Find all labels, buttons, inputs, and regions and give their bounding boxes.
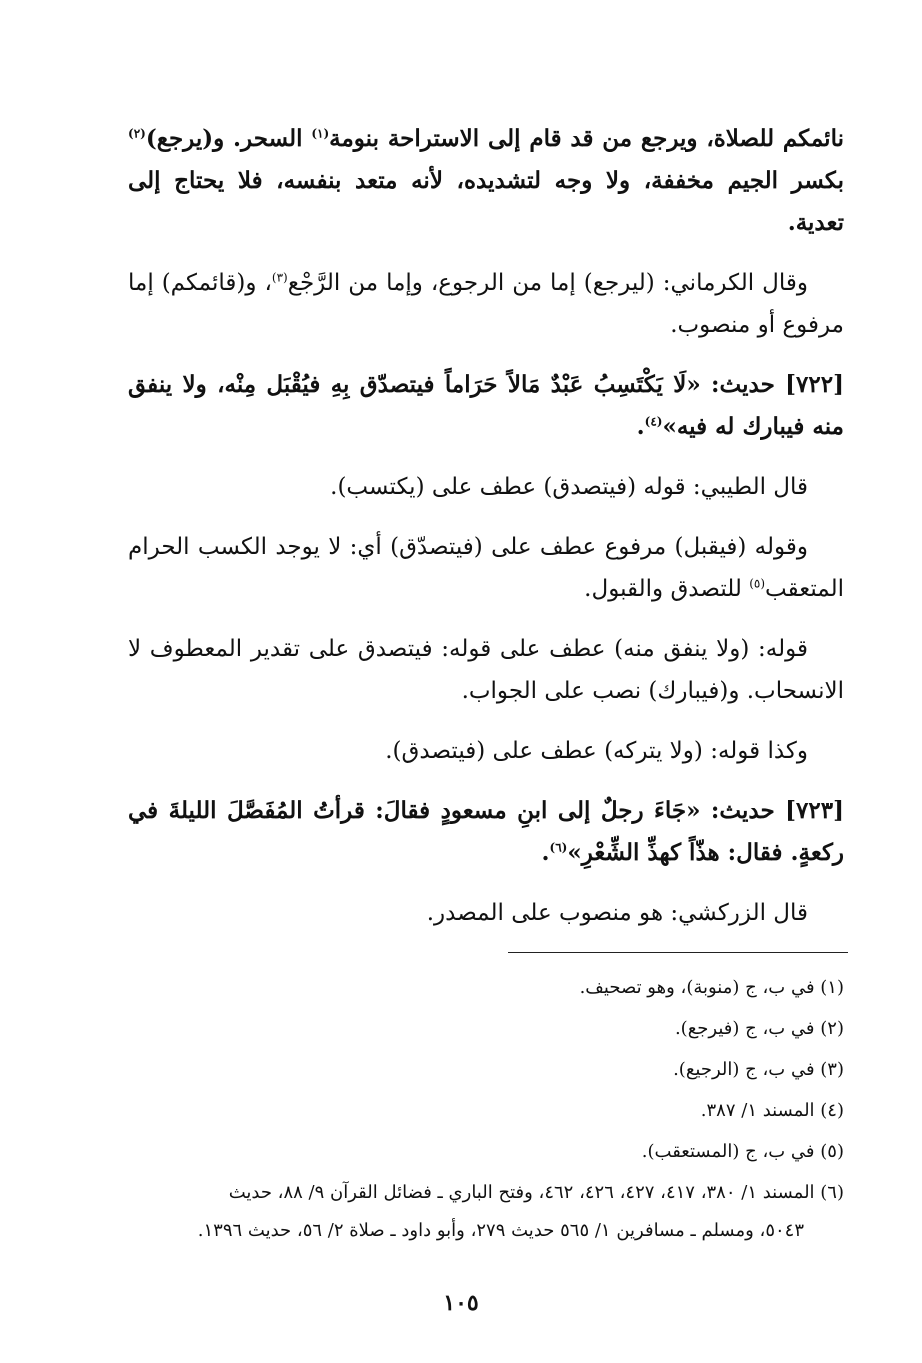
hadith-number: [٧٢٣] [785, 797, 844, 824]
footnote-ref-4: (٤) [644, 414, 663, 429]
hadith-723-text: حديث: «جَاءَ رجلٌ إلى ابنِ مسعودٍ فقالَ: قرأتُ المُفَصَّلَ الليلةَ في ركعةٍ. فقال: هذّاً كهذِّ الشِّعْرِ» [128, 797, 844, 866]
paragraph-4 [128, 526, 844, 610]
footnote-5: (٥) في ب، ج (المستعقب). [641, 1141, 844, 1162]
paragraph-4-text-a: وقوله (فيقبل) مرفوع عطف على (فيتصدّق) أي: لا يوجد الكسب الحرام المتعقب [128, 534, 844, 602]
paragraph-1-text-c: بكسر الجيم مخففة، ولا وجه لتشديده، لأنه متعد بنفسه، فلا يحتاج إلى تعدية. [128, 167, 844, 236]
paragraph-1 [128, 118, 844, 244]
footnote-ref-6: (٦) [549, 840, 568, 855]
paragraph-6 [128, 730, 844, 772]
hadith-723-end: . [541, 839, 550, 866]
paragraph-5-text: قوله: (ولا ينفق منه) عطف على قوله: فيتصدق على تقدير المعطوف لا الانسحاب. و(فيبارك) نصب على الجواب. [128, 636, 844, 704]
footnote-3: (٣) في ب، ج (الرجيع). [673, 1059, 844, 1080]
paragraph-1-text-b: السحر. و(يرجع) [145, 125, 312, 152]
footnote-6: (٦) المسند ١/ ٣٨٠، ٤١٧، ٤٢٧، ٤٢٦، ٤٦٢، وفتح الباري ـ فضائل القرآن ٩/ ٨٨، حديث [228, 1182, 844, 1203]
footnote-ref-2: (٢) [128, 126, 146, 141]
footnotes [128, 967, 844, 1249]
footnote-4: (٤) المسند ١/ ٣٨٧. [700, 1100, 844, 1121]
hadith-723 [128, 790, 844, 874]
footnote-ref-5: (٥) [749, 576, 766, 591]
footnote-separator-wrap [128, 952, 844, 953]
hadith-722 [128, 364, 844, 448]
page-body [128, 118, 844, 1249]
paragraph-5 [128, 628, 844, 712]
footnote-6-continued: ٥٠٤٣، ومسلم ـ مسافرين ١/ ٥٦٥ حديث ٢٧٩، وأبو داود ـ صلاة ٢/ ٥٦، حديث ١٣٩٦. [197, 1220, 804, 1241]
paragraph-3 [128, 466, 844, 508]
footnote-2: (٢) في ب، ج (فيرجع). [674, 1018, 844, 1039]
paragraph-7 [128, 892, 844, 934]
hadith-number: [٧٢٢] [785, 371, 844, 398]
paragraph-4-text-b: للتصدق والقبول. [584, 576, 750, 602]
footnote-ref-1: (١) [311, 126, 330, 141]
footnote-separator [508, 952, 848, 953]
footnote-1: (١) في ب، ج (منوبة)، وهو تصحيف. [579, 977, 844, 998]
paragraph-2-text-b: ، و(قائمكم) إما مرفوع أو منصوب. [128, 270, 844, 338]
paragraph-7-text: قال الزركشي: هو منصوب على المصدر. [426, 900, 808, 926]
page-number: ١٠٥ [443, 1290, 479, 1316]
paragraph-1-text-a: نائمكم للصلاة، ويرجع من قد قام إلى الاستراحة بنومة [329, 125, 844, 152]
hadith-722-end: . [636, 413, 645, 440]
hadith-722-text: حديث: «لَا يَكْتَسِبُ عَبْدٌ مَالاً حَرَاماً فيتصدّق بِهِ فيُقْبَل مِنْه، ولا ينفق منه فيبارك له فيه» [128, 371, 844, 440]
footnote-ref-3: (٣) [271, 270, 288, 285]
paragraph-3-text: قال الطيبي: قوله (فيتصدق) عطف على (يكتسب). [330, 474, 808, 500]
paragraph-2-text-a: وقال الكرماني: (ليرجع) إما من الرجوع، وإما من الرَّجْع [287, 270, 809, 296]
paragraph-6-text: وكذا قوله: (ولا يتركه) عطف على (فيتصدق). [385, 738, 808, 764]
paragraph-2 [128, 262, 844, 346]
